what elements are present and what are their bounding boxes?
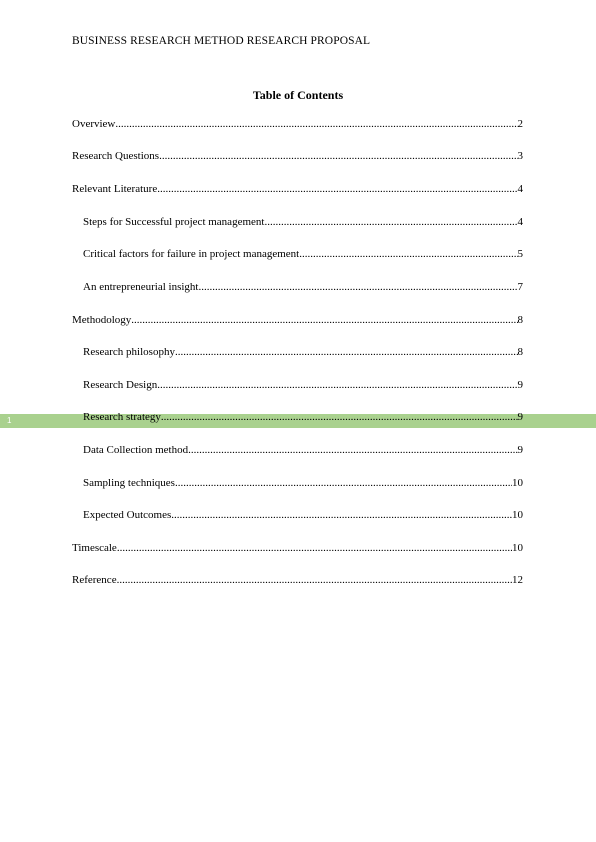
toc-entry-label: Research Design (83, 379, 158, 391)
toc-entry-label: An entrepreneurial insight (83, 281, 199, 293)
toc-entry-research-strategy[interactable] (83, 408, 523, 424)
toc-entry-page: 9 (517, 444, 523, 456)
toc-entry-label: Relevant Literature (72, 183, 158, 195)
toc-entry-page: 3 (517, 150, 523, 162)
toc-entry-page: 10 (512, 542, 523, 554)
toc-entry-data-collection-method[interactable] (83, 441, 523, 457)
toc-entry-page: 10 (512, 509, 523, 521)
toc-dot-leader (157, 378, 517, 392)
toc-entry-label: Critical factors for failure in project management (83, 248, 300, 260)
toc-entry-label: Overview (72, 118, 116, 130)
toc-dot-leader (117, 573, 512, 587)
toc-entry-label: Data Collection method (83, 444, 189, 456)
toc-dot-leader (117, 541, 512, 555)
page-number-marker: 1 (7, 416, 12, 425)
toc-entry-page: 4 (517, 183, 523, 195)
toc-entry-page: 12 (512, 574, 523, 586)
toc-entry-label: Methodology (72, 314, 132, 326)
toc-entry-page: 9 (517, 379, 523, 391)
toc-entry-sampling-techniques[interactable] (83, 474, 523, 490)
toc-dot-leader (115, 117, 517, 131)
toc-entry-research-philosophy[interactable] (83, 343, 523, 359)
toc-dot-leader (188, 443, 517, 457)
toc-dot-leader (157, 182, 517, 196)
toc-dot-leader (299, 247, 517, 261)
toc-entry-page: 2 (517, 118, 523, 130)
toc-entry-timescale[interactable] (72, 539, 523, 555)
toc-entry-page: 7 (517, 281, 523, 293)
toc-entry-research-questions[interactable] (72, 147, 523, 163)
toc-entry-page: 8 (517, 314, 523, 326)
toc-entry-methodology[interactable] (72, 311, 523, 327)
toc-entry-label: Sampling techniques (83, 477, 175, 489)
toc-dot-leader (161, 410, 518, 424)
toc-entry-label: Steps for Successful project management (83, 216, 265, 228)
toc-entry-page: 9 (517, 411, 523, 423)
toc-dot-leader (131, 313, 517, 327)
toc-entry-label: Research philosophy (83, 346, 175, 358)
toc-entry-label: Research strategy (83, 411, 161, 423)
toc-entry-expected-outcomes[interactable] (83, 506, 523, 522)
toc-entry-label: Reference (72, 574, 117, 586)
toc-dot-leader (159, 149, 517, 163)
document-header: BUSINESS RESEARCH METHOD RESEARCH PROPOSAL (72, 35, 371, 47)
toc-dot-leader (171, 508, 512, 522)
toc-entry-page: 4 (517, 216, 523, 228)
toc-entry-page: 5 (517, 248, 523, 260)
toc-entry-relevant-literature[interactable] (72, 180, 523, 196)
toc-entry-page: 8 (517, 346, 523, 358)
toc-title: Table of Contents (252, 88, 344, 102)
toc-entry-steps-for-successful-project-management[interactable] (83, 213, 523, 229)
toc-entry-overview[interactable] (72, 115, 523, 131)
toc-dot-leader (198, 280, 517, 294)
toc-entry-page: 10 (512, 477, 523, 489)
toc-entry-label: Timescale (72, 542, 117, 554)
toc-entry-reference[interactable] (72, 571, 523, 587)
toc-entry-label: Research Questions (72, 150, 160, 162)
toc-entry-research-design[interactable] (83, 376, 523, 392)
toc-entry-critical-factors[interactable] (83, 245, 523, 261)
toc-dot-leader (264, 215, 517, 229)
toc-entry-entrepreneurial-insight[interactable] (83, 278, 523, 294)
toc-dot-leader (175, 476, 512, 490)
toc-dot-leader (175, 345, 518, 359)
toc-entry-label: Expected Outcomes (83, 509, 172, 521)
